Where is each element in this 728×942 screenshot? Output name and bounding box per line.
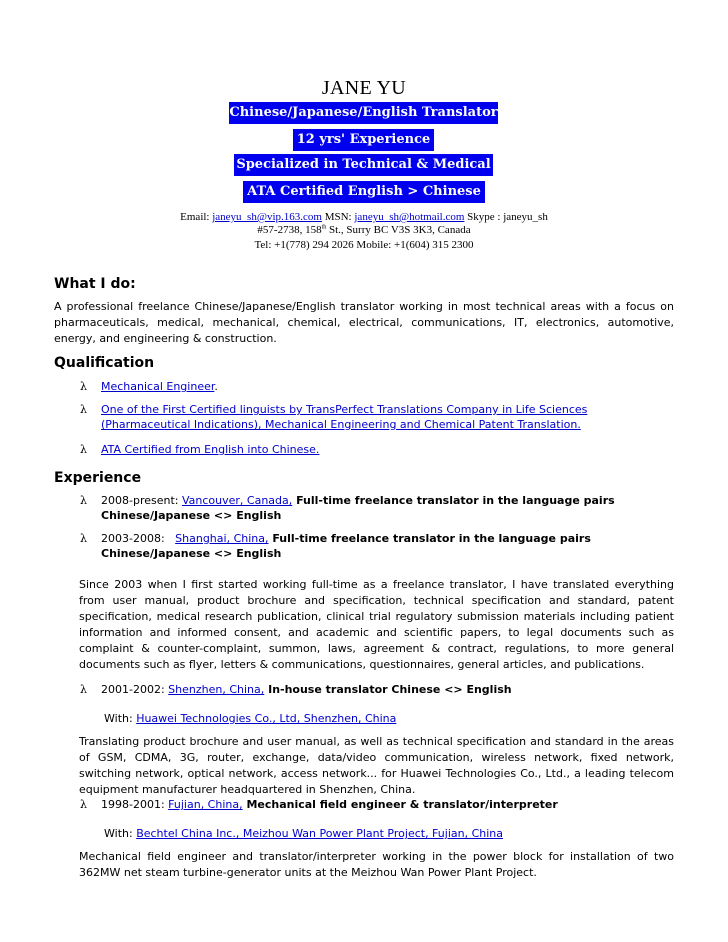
summary-paragraph: A professional freelance Chinese/Japanese/English translator working in most technical areas with a focus on pharmaceuticals, medical, mechanical, chemical, electrical, communications, IT, electronics, automotive, energy, and engineering & construction. xyxy=(54,300,674,345)
job-title: Full-time freelance translator in the language pairs Chinese/Japanese <> English xyxy=(101,494,615,522)
qualification-link[interactable]: Mechanical Engineer xyxy=(101,380,215,393)
headline-specialization: Specialized in Technical & Medical xyxy=(234,154,493,176)
section-heading-qualification: Qualification xyxy=(54,355,155,371)
bullet-icon: λ xyxy=(80,443,87,456)
job-period: 2003-2008: xyxy=(101,532,176,545)
contact-address xyxy=(0,224,728,237)
section-heading-experience: Experience xyxy=(54,470,142,486)
qualification-suffix: . xyxy=(214,380,218,393)
employer-line xyxy=(104,711,396,726)
job-period: 2001-2002: xyxy=(101,683,169,696)
with-label: With: xyxy=(104,712,137,725)
employer-line xyxy=(104,826,503,841)
address-part: #57-2738, 158 xyxy=(257,224,322,236)
experience-item xyxy=(101,682,674,697)
headline-experience: 12 yrs' Experience xyxy=(293,129,434,151)
job-location-link[interactable]: Fujian, China, xyxy=(168,798,243,811)
email-link[interactable]: janeyu_sh@vip.163.com xyxy=(212,211,322,223)
msn-label: MSN: xyxy=(324,211,352,223)
contact-line-online xyxy=(0,211,728,224)
qualification-item xyxy=(101,442,674,457)
headline-certification: ATA Certified English > Chinese xyxy=(243,181,485,203)
bullet-icon: λ xyxy=(80,380,87,393)
msn-link[interactable]: janeyu_sh@hotmail.com xyxy=(354,211,465,223)
job-title: In-house translator Chinese <> English xyxy=(264,683,512,696)
bullet-icon: λ xyxy=(80,403,87,416)
headline-role: Chinese/Japanese/English Translator xyxy=(229,102,498,124)
bullet-icon: λ xyxy=(80,532,87,545)
experience-description: Since 2003 when I first started working full-time as a freelance translator, I have translated everything from user manual, product brochure and specification, technical specification and standard, patent specification, medical research publication, clinical trial regulatory submission materials including patient information and informed consent, and academic and scientific papers, to legal documents such as complaint & counter-complaint, summon, laws, agreement & contract, regulations, to more general documents such as flyer, letters & communications, questionnaires, general articles, and publications. xyxy=(79,578,674,671)
bullet-icon: λ xyxy=(80,798,87,811)
experience-description: Mechanical field engineer and translator/interpreter working in the power block for installation of two 362MW net steam turbine-generator units at the Meizhou Wan Power Plant Project. xyxy=(79,850,674,879)
qualification-link[interactable]: One of the First Certified linguists by TransPerfect Translations Company in Life Sciences (Pharmaceutical Indications), Mechanical Engineering and Chemical Patent Translation. xyxy=(101,403,588,431)
job-period: 1998-2001: xyxy=(101,798,169,811)
experience-item xyxy=(101,493,674,523)
job-location-link[interactable]: Shenzhen, China, xyxy=(168,683,265,696)
bullet-icon: λ xyxy=(80,683,87,696)
job-location-link[interactable]: Shanghai, China, xyxy=(175,532,269,545)
contact-phone: Tel: +1(778) 294 2026 Mobile: +1(604) 315 2300 xyxy=(254,239,474,251)
experience-item xyxy=(101,797,674,812)
email-label: Email: xyxy=(180,211,210,223)
bullet-icon: λ xyxy=(80,494,87,507)
job-period: 2008-present: xyxy=(101,494,182,507)
employer-link[interactable]: Bechtel China Inc., Meizhou Wan Power Plant Project, Fujian, China xyxy=(136,827,503,840)
address-rest: St., Surry BC V3S 3K3, Canada xyxy=(326,224,471,236)
job-title: Mechanical field engineer & translator/interpreter xyxy=(242,798,558,811)
qualification-item xyxy=(101,402,674,432)
job-location-link[interactable]: Vancouver, Canada, xyxy=(181,494,293,507)
job-title: Full-time freelance translator in the language pairs Chinese/Japanese <> English xyxy=(101,532,595,560)
qualification-item xyxy=(101,379,674,394)
section-heading-what-i-do: What I do: xyxy=(54,276,136,292)
qualification-link[interactable]: ATA Certified from English into Chinese. xyxy=(101,443,320,456)
skype-id: Skype : janeyu_sh xyxy=(467,211,548,223)
employer-link[interactable]: Huawei Technologies Co., Ltd, Shenzhen, China xyxy=(136,712,397,725)
address-ordinal: th xyxy=(321,224,327,231)
experience-item xyxy=(101,531,674,561)
with-label: With: xyxy=(104,827,137,840)
applicant-name: JANE YU xyxy=(321,77,407,99)
experience-description: Translating product brochure and user manual, as well as technical specification and standard in the areas of GSM, CDMA, 3G, router, exchange, data/video communication, wireless network, fixed network, switching network, optical network, access network... for Huawei Technologies Co., Ltd., a leading telecom equipment manufacturer headquartered in Shenzhen, China. xyxy=(79,735,674,796)
